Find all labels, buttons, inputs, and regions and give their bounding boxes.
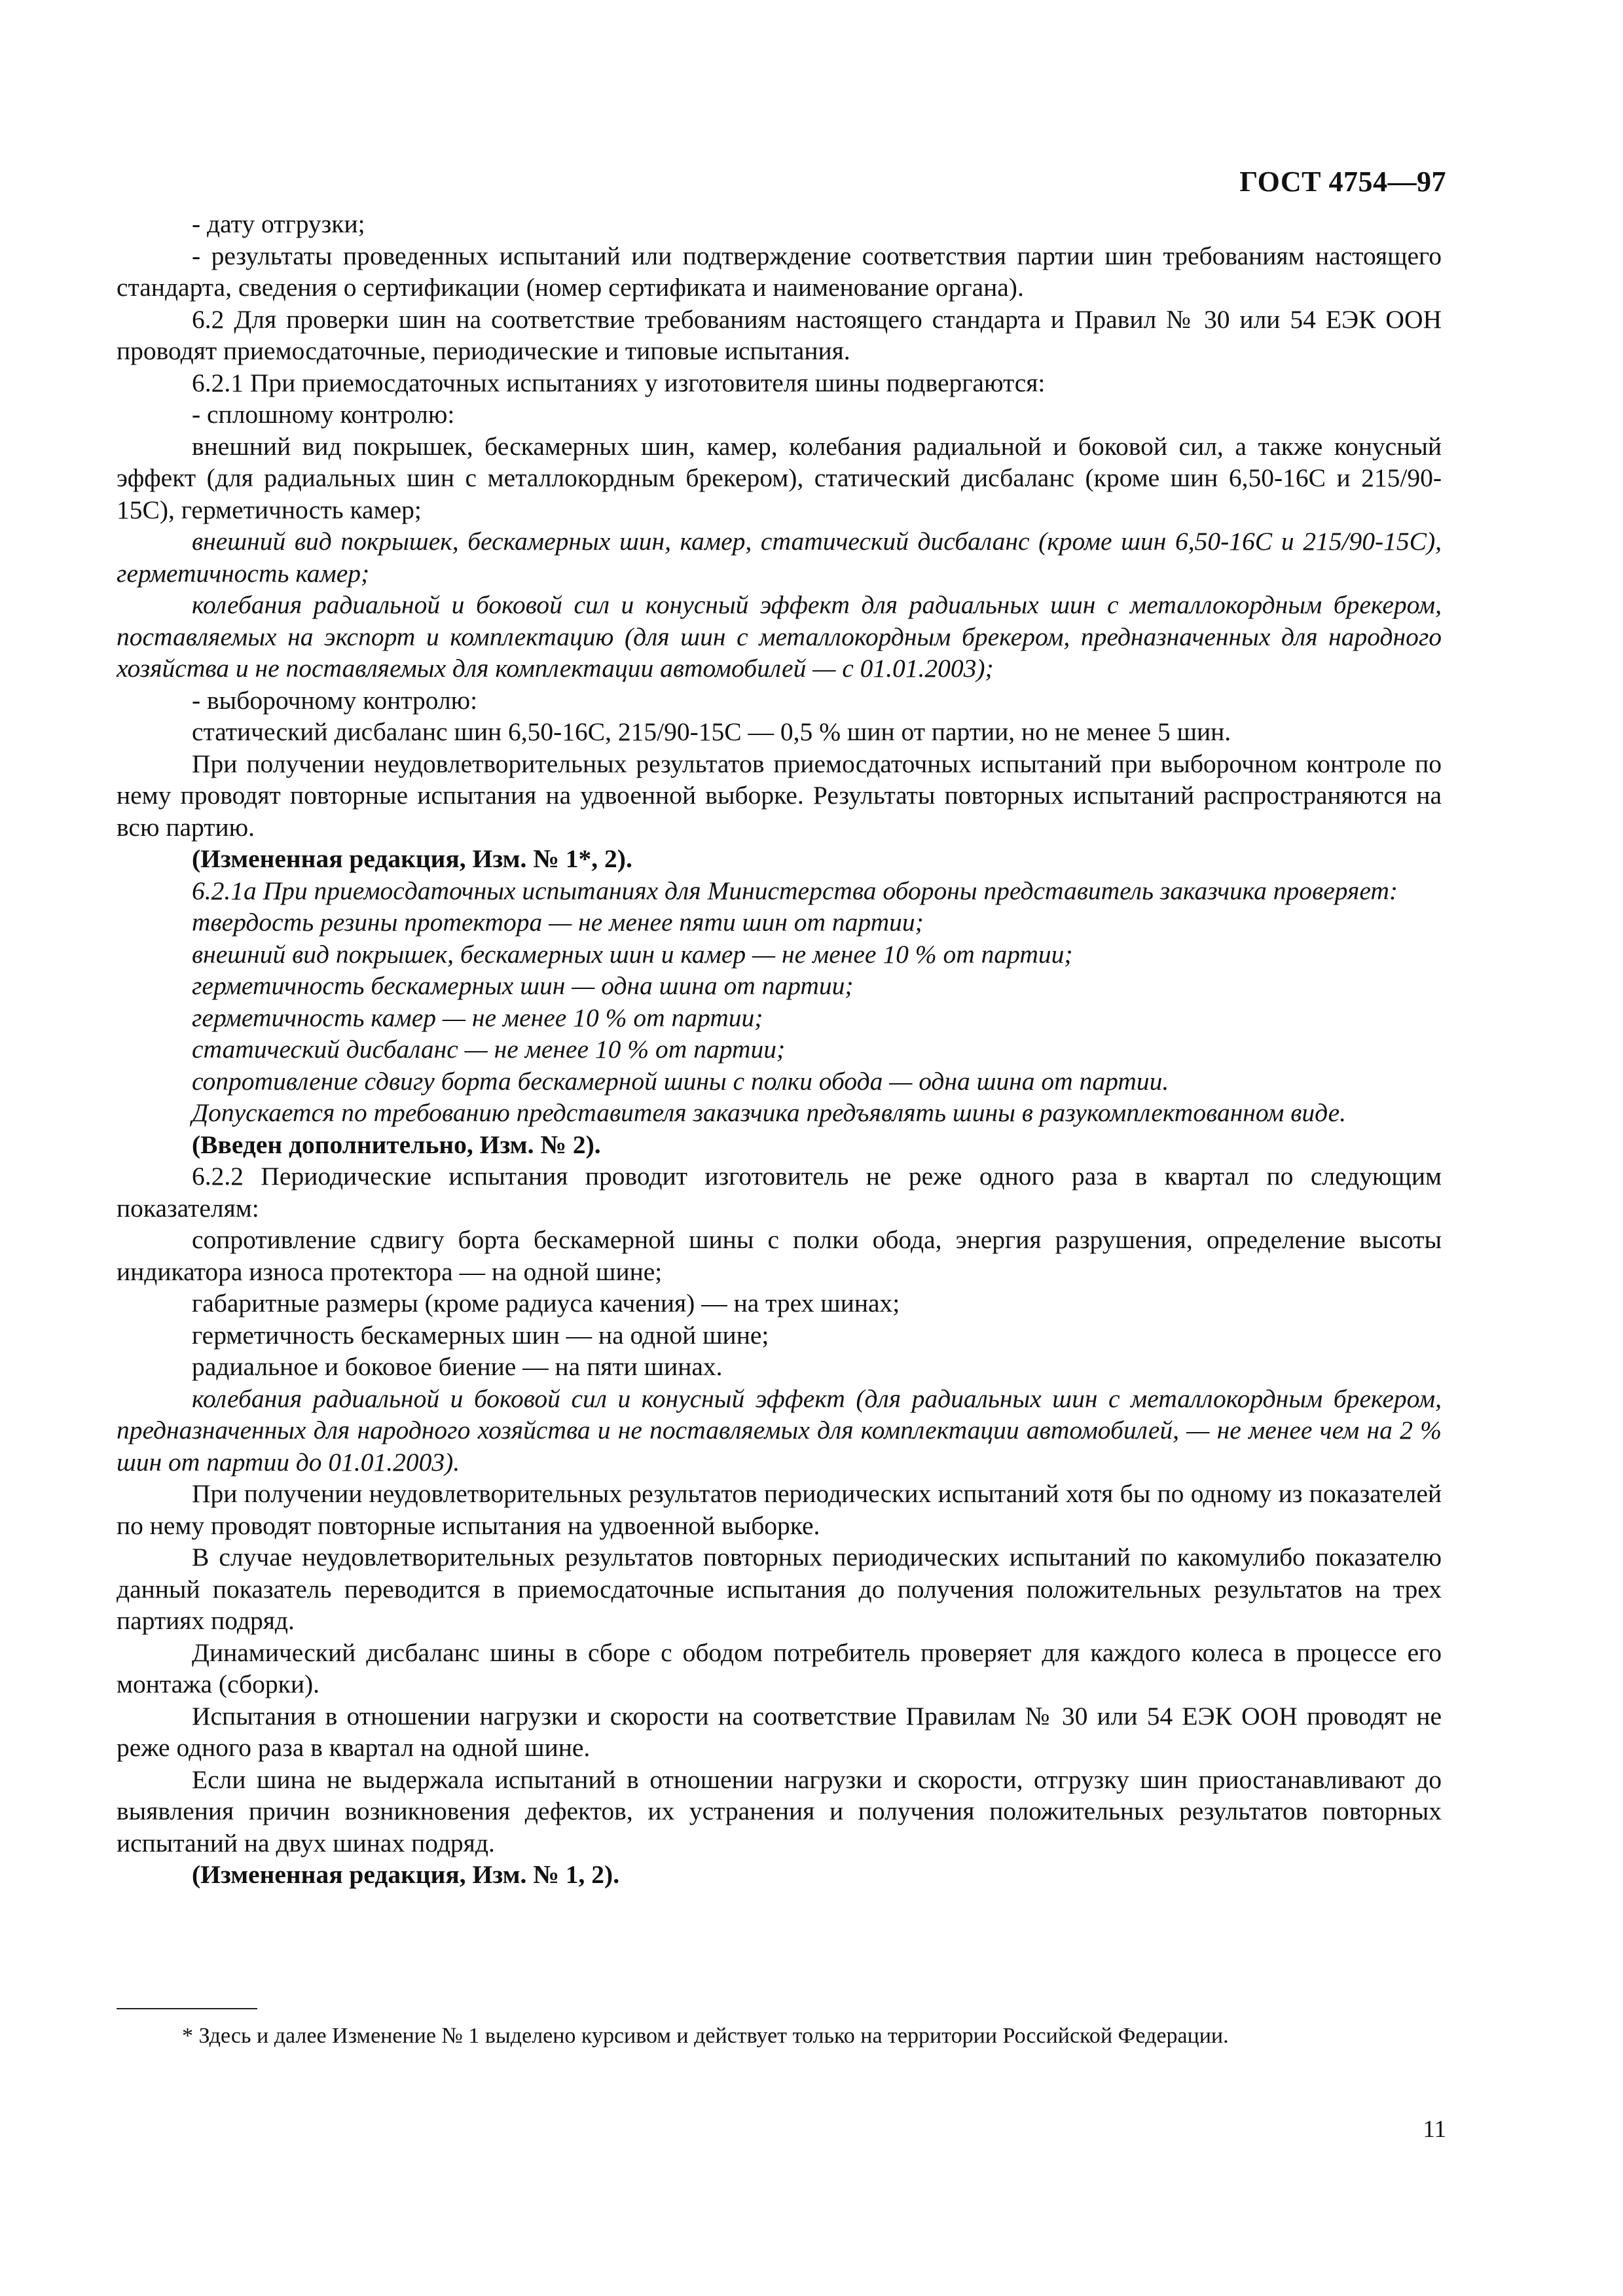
amendment-text: колебания радиальной и боковой сил и конусный эффект для радиальных шин с металлокордным брекером, поставляемых на экспорт и комплектацию (для шин с металлокордным брекером, предназначенных для народного хозяйства и не поставляемых для комплектации автомобилей — с 01.01.2003); (117, 590, 1442, 683)
list-item: сопротивление сдвигу борта бескамерной шины с полки обода — одна шина от партии. (192, 1066, 1169, 1096)
list-item: сопротивление сдвигу борта бескамерной шины с полки обода, энергия разрушения, определение высоты индикатора износа протектора — на одной шине; (117, 1225, 1442, 1286)
amendment-text: колебания радиальной и боковой сил и конусный эффект (для радиальных шин с металлокордным брекером, предназначенных для народного хозяйства и не поставляемых для комплектации автомобилей, — не менее чем на 2 % шин от партии до 01.01.2003). (117, 1384, 1442, 1477)
list-item: внешний вид покрышек, бескамерных шин, камер, колебания радиальной и боковой сил, а также конусный эффект (для радиальных шин с металлокордным брекером), статический дисбаланс (кроме шин 6,50-16С и 215/90-15С), герметичность камер; (117, 431, 1442, 524)
revision-note: (Измененная редакция, Изм. № 1, 2). (192, 1860, 620, 1889)
revision-note: (Введен дополнительно, Изм. № 2). (192, 1130, 601, 1159)
document-code-header: ГОСТ 4754—97 (1239, 166, 1446, 198)
amendment-text: внешний вид покрышек, бескамерных шин, камер, статический дисбаланс (кроме шин 6,50-16С и 215/90-15С), герметичность камер; (117, 527, 1442, 588)
revision-note: (Измененная редакция, Изм. № 1*, 2). (192, 844, 632, 873)
list-item: внешний вид покрышек, бескамерных шин и камер — не менее 10 % от партии; (192, 939, 1073, 969)
list-item: герметичность бескамерных шин — одна шина от партии; (192, 971, 854, 1000)
paragraph: Испытания в отношении нагрузки и скорости на соответствие Правилам № 30 или 54 ЕЭК ООН проводят не реже одного раза в квартал на одной шине. (117, 1701, 1442, 1762)
footnote: * Здесь и далее Изменение № 1 выделено курсивом и действует только на территории Российской Федерации. (182, 2024, 1229, 2048)
paragraph: - результаты проведенных испытаний или подтверждение соответствия партии шин требованиям настоящего стандарта, сведения о сертификации (номер сертификата и наименование органа). (117, 241, 1442, 302)
clause-6-2: 6.2 Для проверки шин на соответствие требованиям настоящего стандарта и Правил № 30 или 54 ЕЭК ООН проводят приемосдаточные, периодические и типовые испытания. (117, 304, 1442, 365)
list-item: радиальное и боковое биение — на пяти шинах. (192, 1352, 723, 1381)
paragraph: В случае неудовлетворительных результатов повторных периодических испытаний по какомулибо показателю данный показатель переводится в приемосдаточные испытания до получения положительных результатов на трех партиях подряд. (117, 1543, 1442, 1635)
list-item: - выборочному контролю: (192, 685, 478, 715)
clause-6-2-1a: 6.2.1а При приемосдаточных испытаниях для Министерства обороны представитель заказчика проверяет: (192, 876, 1398, 905)
document-body (117, 208, 1442, 1891)
clause-6-2-2: 6.2.2 Периодические испытания проводит изготовитель не реже одного раза в квартал по следующим показателям: (117, 1162, 1442, 1223)
list-item: твердость резины протектора — не менее пяти шин от партии; (192, 908, 924, 937)
paragraph: При получении неудовлетворительных результатов приемосдаточных испытаний при выборочном контроле по нему проводят повторные испытания на удвоенной выборке. Результаты повторных испытаний распространяются на всю партию. (117, 749, 1442, 842)
footnote-divider (117, 2008, 257, 2009)
list-item: статический дисбаланс — не менее 10 % от партии; (192, 1035, 786, 1064)
list-item: герметичность бескамерных шин — на одной шине; (192, 1320, 769, 1350)
paragraph: При получении неудовлетворительных результатов периодических испытаний хотя бы по одному из показателей по нему проводят повторные испытания на удвоенной выборке. (117, 1479, 1442, 1540)
list-item: - сплошному контролю: (192, 400, 455, 429)
amendment-text: Допускается по требованию представителя заказчика предъявлять шины в разукомплектованном виде. (192, 1098, 1346, 1127)
clause-6-2-1: 6.2.1 При приемосдаточных испытаниях у изготовителя шины подвергаются: (192, 368, 1046, 397)
list-item: статический дисбаланс шин 6,50-16С, 215/90-15С — 0,5 % шин от партии, но не менее 5 шин. (192, 717, 1231, 746)
list-item: габаритные размеры (кроме радиуса качения) — на трех шинах; (192, 1289, 900, 1318)
paragraph: Динамический дисбаланс шины в сборе с ободом потребитель проверяет для каждого колеса в процессе его монтажа (сборки). (117, 1638, 1442, 1698)
page-number: 11 (1423, 2116, 1446, 2143)
list-item: герметичность камер — не менее 10 % от партии; (192, 1003, 763, 1032)
paragraph: Если шина не выдержала испытаний в отношении нагрузки и скорости, отгрузку шин приостанавливают до выявления причин возникновения дефектов, их устранения и получения положительных результатов повторных испытаний на двух шинах подряд. (117, 1765, 1442, 1857)
paragraph: - дату отгрузки; (192, 209, 365, 238)
